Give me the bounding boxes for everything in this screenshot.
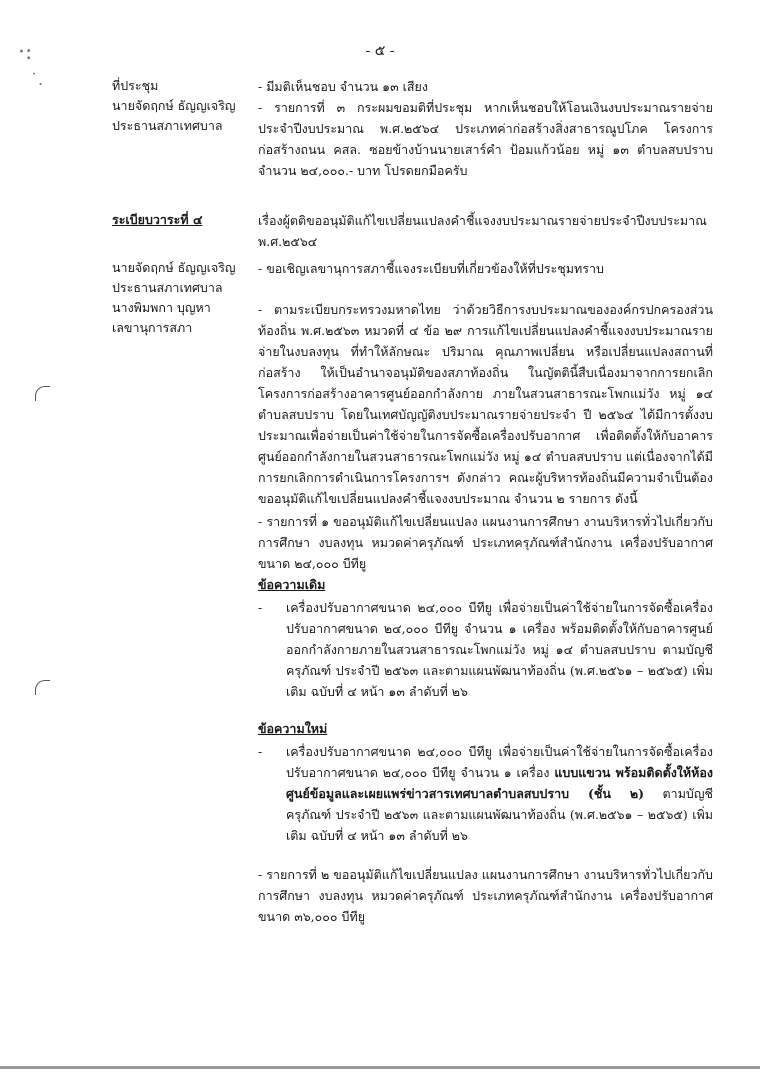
new-text-part-b: ตามบัญชีครุภัณฑ์ ประจำปี ๒๕๖๓ และตามแผนพัฒนาท้องถิ่น (พ.ศ.๒๕๖๑ – ๒๕๖๕) เพิ่มเติม ฉบับที่ ๔ หน้า ๑๓ ลำดับที่ ๒๖ <box>286 786 714 843</box>
old-text: เครื่องปรับอากาศขนาด ๒๔,๐๐๐ บีทียู เพื่อจ่ายเป็นค่าใช้จ่ายในการจัดซื้อเครื่องปรับอากาศขนาด ๒๔,๐๐๐ บีทียู จำนวน ๑ เครื่อง พร้อมติดตั้งให้กับอาคารศูนย์ออกกำลังกายภายในสวนสาธารณะโพกแม่วัง หมู่ ๑๔ ตำบลสบปราบ ตามบัญชีครุภัณฑ์ ประจำปี ๒๕๖๓ และตามแผนพัฒนาท้องถิ่น (พ.ศ.๒๕๖๑ – ๒๕๖๕) เพิ่มเติม ฉบับที่ ๔ หน้า ๑๓ ลำดับที่ ๒๖ <box>286 600 713 699</box>
speaker-line: นายจัดฤกษ์ ธัญญเจริญ <box>112 260 236 275</box>
scan-mark <box>35 386 50 401</box>
new-label-row <box>258 718 713 739</box>
speaker-block-2 <box>112 258 236 338</box>
agenda-title: เรื่องผู้ตติขออนุมัติแก้ไขเปลี่ยนแปลงคำชี้แจงงบประมาณรายจ่ายประจำปีงบประมาณ พ.ศ.๒๕๖๔ <box>258 213 707 249</box>
item-1-text: - รายการที่ ๑ ขออนุมัติแก้ไขเปลี่ยนแปลง แผนงานการศึกษา งานบริหารทั่วไปเกี่ยวกับการศึกษา งบลงทุน หมวดค่าครุภัณฑ์ ประเภทครุภัณฑ์สำนักงาน เครื่องปรับอากาศ ขนาด ๒๔,๐๐๐ บีทียู <box>258 514 713 571</box>
agenda-title-block <box>258 210 713 252</box>
scan-mark: ·: <box>18 40 33 65</box>
speaker-line: ที่ประชุม <box>112 78 159 93</box>
page-edge-line <box>0 1066 760 1069</box>
new-text-bold: แบบแขวน พร้อมติดตั้งให้ห้องศูนย์ข้อมูลและเผยแพร่ข่าวสารเทศบาลตำบลสบปราบ (ชั้น ๒) <box>286 765 713 801</box>
speaker-line: ประธานสภาเทศบาล <box>112 118 223 133</box>
speaker-line: ประธานสภาเทศบาล <box>112 280 223 295</box>
speaker-line: นายจัดฤกษ์ ธัญญเจริญ <box>112 98 236 113</box>
bullet-dash: - <box>258 600 263 615</box>
new-text-item <box>258 741 713 846</box>
item-1 <box>258 511 713 574</box>
section-1-body <box>258 76 713 181</box>
speaker-block-1 <box>112 76 236 136</box>
scan-mark: ˙. <box>30 70 44 89</box>
agenda-label: ระเบียบวาระที่ ๔ <box>112 212 203 227</box>
old-label-row <box>258 574 713 595</box>
invite-line: - ขอเชิญเลขานุการสภาชี้แจงระเบียบที่เกี่ยวข้องให้ที่ประชุมทราบ <box>258 261 604 276</box>
agenda-label-block <box>112 210 202 230</box>
old-text-label: ข้อความเดิม <box>258 577 326 592</box>
new-text <box>286 741 713 846</box>
regulation-paragraph: - ตามระเบียบกระทรวงมหาดไทย ว่าด้วยวิธีการงบประมาณขององค์กรปกครองส่วนท้องถิ่น พ.ศ.๒๕๖๓ หมวดที่ ๔ ข้อ ๒๙ การแก้ไขเปลี่ยนแปลงคำชี้แจงงบประมาณรายจ่ายในงบลงทุน ที่ทำให้ลักษณะ ปริมาณ คุณภาพเปลี่ยน หรือเปลี่ยนแปลงสถานที่ก่อสร้าง ให้เป็นอำนาจอนุมัติของสภาท้องถิ่น ในญัตตินี้สืบเนื่องมาจากการยกเลิกโครงการก่อสร้างอาคารศูนย์ออกกำลังกาย ภายในสวนสาธารณะโพกแม่วัง หมู่ ๑๔ ตำบลสบปราบ โดยในเทศบัญญัติงบประมาณรายจ่ายประจำ ปี ๒๕๖๔ ได้มีการตั้งงบประมาณเพื่อจ่ายเป็นค่าใช้จ่ายในการจัดซื้อเครื่องปรับอากาศ เพื่อติดตั้งให้กับอาคารศูนย์ออกกำลังกายในสวนสาธารณะโพกแม่วัง หมู่ ๑๔ ตำบลสบปราบ แต่เนื่องจากได้มีการยกเลิกการดำเนินการโครงการฯ ดังกล่าว คณะผู้บริหารท้องถิ่นมีความจำเป็นต้องขออนุมัติแก้ไขเปลี่ยนแปลงคำชี้แจงงบประมาณ จำนวน ๒ รายการ ดังนี้ <box>258 302 713 506</box>
speaker-line: นางพิมพกา บุญหา <box>112 300 211 315</box>
item-2: - รายการที่ ๒ ขออนุมัติแก้ไขเปลี่ยนแปลง แผนงานการศึกษา งานบริหารทั่วไปเกี่ยวกับการศึกษา งบลงทุน หมวดค่าครุภัณฑ์ ประเภทครุภัณฑ์สำนักงาน เครื่องปรับอากาศ ขนาด ๓๖,๐๐๐ บีทียู <box>258 867 713 924</box>
section-2-body <box>258 258 713 927</box>
new-text-label: ข้อความใหม่ <box>258 721 328 736</box>
old-text-item <box>258 597 713 702</box>
vote-result: - มีมติเห็นชอบ จำนวน ๑๓ เสียง <box>258 79 428 94</box>
scan-mark <box>35 680 50 695</box>
new-text-part-a: เครื่องปรับอากาศขนาด ๒๔,๐๐๐ บีทียู เพื่อจ่ายเป็นค่าใช้จ่ายในการจัดซื้อเครื่องปรับอากาศขนาด ๒๔,๐๐๐ บีทียู จำนวน ๑ เครื่อง <box>286 744 713 780</box>
paragraph: - รายการที่ ๓ กระผมขอมติที่ประชุม หากเห็นชอบให้โอนเงินงบประมาณรายจ่ายประจำปีงบประมาณ พ.ศ.๒๕๖๔ ประเภทค่าก่อสร้างสิ่งสาธารณูปโภค โครงการก่อสร้างถนน คสล. ซอยข้างบ้านนายเสาร์คำ ป้อมแก้วน้อย หมู่ ๑๓ ตำบลสบปราบ จำนวน ๒๔,๐๐๐.- บาท โปรดยกมือครับ <box>258 100 713 178</box>
page-number: - ๕ - <box>365 43 395 59</box>
bullet-dash: - <box>258 744 263 759</box>
speaker-line: เลขานุการสภา <box>112 320 193 335</box>
